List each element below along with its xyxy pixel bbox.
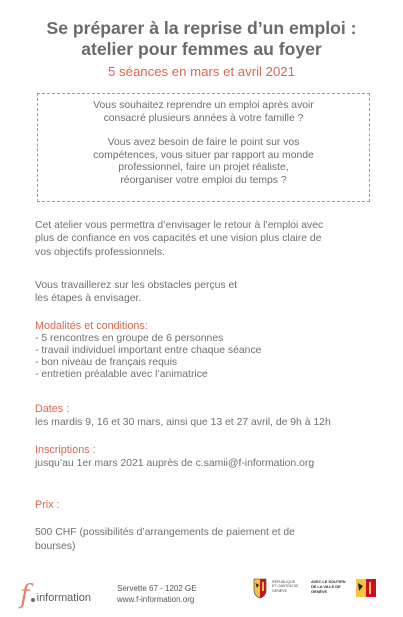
- prix-heading: Prix :: [35, 499, 60, 512]
- address-block: [117, 584, 197, 605]
- description-paragraph-2: Vous travaillerez sur les obstacles perçus et les étapes à envisager.: [35, 280, 238, 305]
- modalites-heading: Modalités et conditions:: [35, 320, 148, 332]
- dates-text: les mardis 9, 16 et 30 mars, ainsi que 13 et 27 avril, de 9h à 12h: [35, 417, 331, 429]
- canton-label: RÉPUBLIQUE ET CANTON DE GENÈVE: [272, 580, 299, 593]
- list-item: - bon niveau de français requis: [35, 357, 178, 368]
- logo-dot-icon: [31, 598, 35, 602]
- address-line: Servette 67 - 1202 GE: [117, 584, 197, 593]
- page-title: [20, 18, 383, 60]
- description-paragraph-1: Cet atelier vous permettra d’envisager le retour à l’emploi avec plus de confiance en vos capacités et une vision plus claire de vos objectifs professionnels.: [35, 220, 324, 258]
- website-link[interactable]: www.f-information.org: [117, 594, 195, 604]
- logo-word: information: [36, 592, 92, 604]
- page-subtitle: 5 séances en mars et avril 2021: [108, 64, 295, 79]
- f-information-logo: [20, 578, 91, 608]
- list-item: - entretien préalable avec l’animatrice: [35, 368, 208, 380]
- modalites-section: [35, 320, 380, 381]
- list-item: - 5 rencontres en groupe de 6 personnes: [35, 333, 224, 345]
- dates-heading: Dates :: [35, 403, 70, 415]
- geneva-crest-icon: [253, 577, 267, 599]
- inscriptions-heading: Inscriptions :: [35, 444, 96, 456]
- prix-section: [35, 486, 380, 566]
- dates-section: [35, 403, 380, 430]
- intro-box: [37, 93, 370, 202]
- title-line-2: atelier pour femmes au foyer: [81, 39, 322, 59]
- inscriptions-section: [35, 444, 380, 471]
- inscriptions-text[interactable]: jusqu’au 1er mars 2021 auprès de c.samii@f-information.org: [35, 458, 315, 470]
- logo-letter: f: [20, 580, 30, 610]
- list-item: - travail individuel important entre chaque séance: [35, 345, 262, 357]
- city-support-label: AVEC LE SOUTIEN DE LA VILLE DE GENÈVE: [311, 579, 346, 594]
- city-of-geneva-logo-icon: [356, 579, 376, 597]
- title-line-1: Se préparer à la reprise d’un emploi :: [46, 18, 357, 38]
- intro-paragraph-2: Vous avez besoin de faire le point sur vos compétences, vous situer par rapport au monde professionnel, faire un projet réaliste, réorganiser votre emploi du temps ?: [93, 137, 314, 186]
- modalites-list: [35, 333, 380, 380]
- intro-paragraph-1: Vous souhaitez reprendre un emploi après avoir consacré plusieurs années à votre famille ?: [93, 100, 314, 124]
- prix-text: 500 CHF (possibilités d’arrangements de paiement et de bourses): [35, 527, 295, 552]
